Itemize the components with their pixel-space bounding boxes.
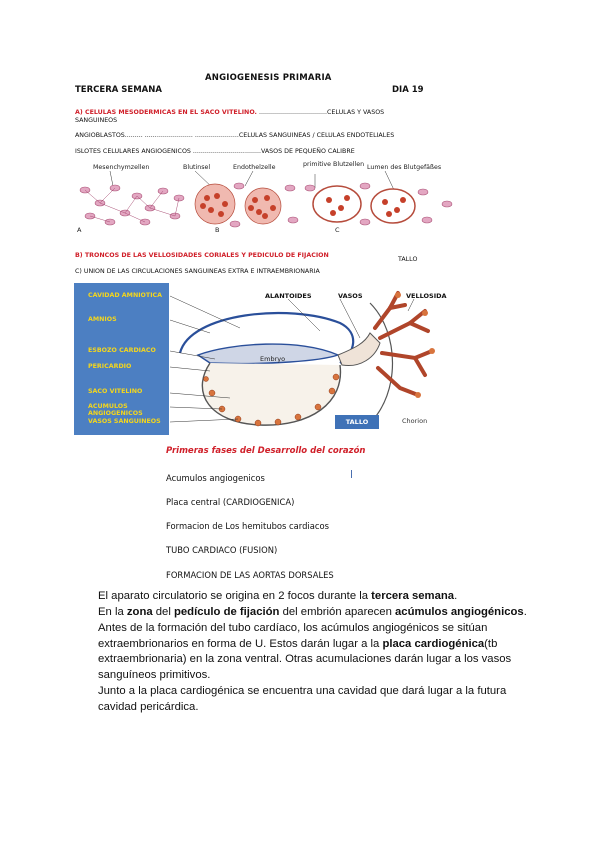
p2-text-c: del (152, 606, 174, 618)
cell-label-primitive: primitive Blutzellen (303, 161, 365, 168)
phase-item: Acumulos angiogenicos (166, 473, 265, 483)
label-vellosida: VELLOSIDA (406, 292, 447, 300)
label-vasos: VASOS (338, 292, 363, 300)
label-alantoides: ALANTOIDES (265, 292, 312, 300)
p1-bold: tercera semana (371, 590, 455, 602)
cell-illustration (75, 158, 465, 233)
cell-label-mesenchym: Mesenchymzellen (93, 164, 150, 171)
legend-amnios: AMNIOS (88, 316, 117, 323)
section-a-tail2: SANGUINEOS (75, 117, 118, 124)
p1-text-c: . (454, 590, 458, 602)
p1-text-a: El aparato circulatorio se origina en 2 focos durante la (98, 590, 372, 602)
body-paragraph-2 (98, 605, 538, 621)
page-title: ANGIOGENESIS PRIMARIA (205, 73, 332, 83)
legend-cavidad-amniotica: CAVIDAD AMNIOTICA (88, 292, 163, 299)
chorion-label: Chorion (402, 417, 428, 425)
phase-item: FORMACION DE LAS AORTAS DORSALES (166, 570, 334, 580)
phase-item: Placa central (CARDIOGENICA) (166, 497, 295, 507)
embryo-diagram-svg (170, 283, 447, 443)
cell-label-blutinsel: Blutinsel (183, 164, 211, 171)
day-label: DIA 19 (392, 85, 424, 95)
embryo-diagram (170, 283, 447, 443)
p2-bold-pediculo: pedículo de fijación (173, 606, 280, 618)
angioblastos-line: ANGIOBLASTOS......... ........................ ......................CELULAS SANGUINEAS / CELULAS ENDOTELIALES (75, 132, 395, 139)
p2-bold-zona: zona (126, 606, 153, 618)
p3-bold-placa: placa cardiogénica (382, 637, 485, 650)
section-c-heading: C) UNION DE LAS CIRCULACIONES SANGUINEAS EXTRA E INTRAEMBRIONARIA (75, 268, 320, 275)
p3-text-a: Antes de la formación del tubo cardíaco, los acúmulos angiogénicos se sitúan extraembrionarios en forma de U. Estos darán lugar a la (98, 622, 488, 650)
p2-text-a: En la (98, 606, 127, 618)
legend-acumulos: ACUMULOS ANGIOGENICOS (88, 403, 143, 417)
section-a-tail: ..................................CELULAS Y VASOS (256, 109, 385, 116)
cell-label-endothel: Endothelzelle (233, 164, 276, 171)
islotes-line: ISLOTES CELULARES ANGIOGENICOS ..................................VASOS DE PEQUEÑO CALIBRE (75, 148, 355, 155)
phase-item: Formacion de Los hemitubos cardiacos (166, 521, 329, 531)
body-paragraph-4: Junto a la placa cardiogénica se encuentra una cavidad que dará lugar a la futura cavidad pericárdica. (98, 685, 507, 713)
legend-box (74, 283, 169, 435)
p3-text-c: (tb extraembrionaria) en la zona ventral. Otras acumulaciones darán lugar a los vasos sanguíneos primitivos. (98, 637, 512, 681)
cell-illustration-svg (75, 158, 465, 233)
phases-title: Primeras fases del Desarrollo del corazón (166, 446, 366, 456)
label-embryo: Embryo (260, 355, 286, 363)
week-label: TERCERA SEMANA (75, 85, 162, 95)
tallo-top-label: TALLO (398, 256, 418, 263)
panel-letter-c: C (335, 226, 340, 234)
p2-text-g: . (523, 606, 527, 618)
tallo-box: TALLO (335, 415, 379, 429)
legend-vasos: VASOS SANGUINEOS (88, 418, 161, 425)
body-paragraph-1 (98, 589, 538, 605)
section-b-heading: B) TRONCOS DE LAS VELLOSIDADES CORIALES Y PEDICULO DE FIJACION (75, 252, 329, 259)
p2-bold-acumulos: acúmulos angiogénicos (395, 606, 524, 618)
cell-label-lumen: Lumen des Blutgefäßes (367, 164, 442, 171)
panel-letter-a: A (77, 226, 82, 234)
section-a-title: A) CELULAS MESODERMICAS EN EL SACO VITELINO. (75, 109, 257, 116)
text-cursor-mark (351, 470, 352, 478)
phase-item: TUBO CARDIACO (FUSION) (166, 545, 278, 555)
legend-pericardio: PERICARDIO (88, 363, 132, 370)
body-paragraph-3 (98, 621, 538, 683)
panel-letter-b: B (215, 226, 220, 234)
legend-esbozo-cardiaco: ESBOZO CARDIACO (88, 347, 156, 354)
p2-text-e: del embrión aparecen (279, 606, 395, 618)
legend-saco-vitelino: SACO VITELINO (88, 388, 143, 395)
section-a-heading (75, 109, 455, 125)
